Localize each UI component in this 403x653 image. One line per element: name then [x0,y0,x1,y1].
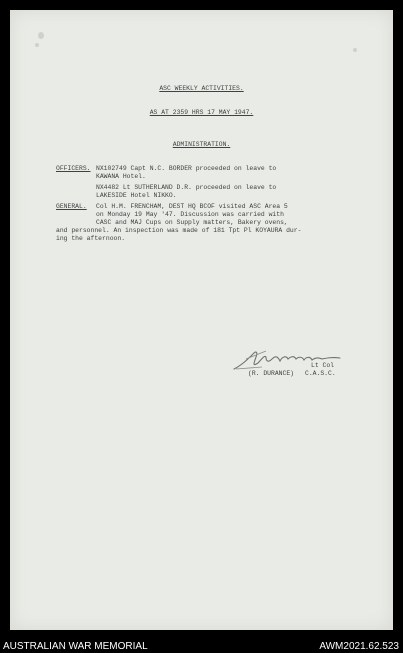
as-at-date: AS AT 2359 HRS 17 MAY 1947. [149,109,254,116]
officers-line: NX4482 Lt SUTHERLAND D.R. proceeded on leave to [96,184,277,191]
signatory-name: (R. DURANCE) [248,370,295,377]
general-line: and personnel. An inspection was made of 181 Tpt Pl KOYAURA dur- [56,227,302,234]
general-label: GENERAL. [56,203,87,210]
document-page [10,10,393,630]
accession-number: AWM2021.62.523 [319,641,399,652]
officers-line: NX102749 Capt N.C. BORDER proceeded on leave to [96,165,277,172]
general-line: ing the afternoon. [56,235,126,242]
punch-hole-mark [353,48,357,52]
punch-hole-mark [35,43,39,47]
general-line: on Monday 19 May '47. Discussion was carried with [96,211,284,218]
officers-line: LAKESIDE Hotel NIKKO. [96,192,177,199]
officers-label: OFFICERS. [56,165,91,172]
section-heading: ADMINISTRATION. [172,141,231,148]
document-title: ASC WEEKLY ACTIVITIES. [159,85,244,92]
punch-hole-mark [38,32,44,39]
archive-name: AUSTRALIAN WAR MEMORIAL [3,641,148,652]
signatory-rank: Lt Col [311,362,335,369]
officers-line: KAWANA Hotel. [96,173,146,180]
general-line: Col H.M. FRENCHAM, DEST HQ BCOF visited ASC Area 5 [96,203,288,210]
signatory-unit: C.A.S.C. [305,370,336,377]
general-line: CASC and MAJ Cups on Supply matters, Bakery ovens, [96,219,288,226]
